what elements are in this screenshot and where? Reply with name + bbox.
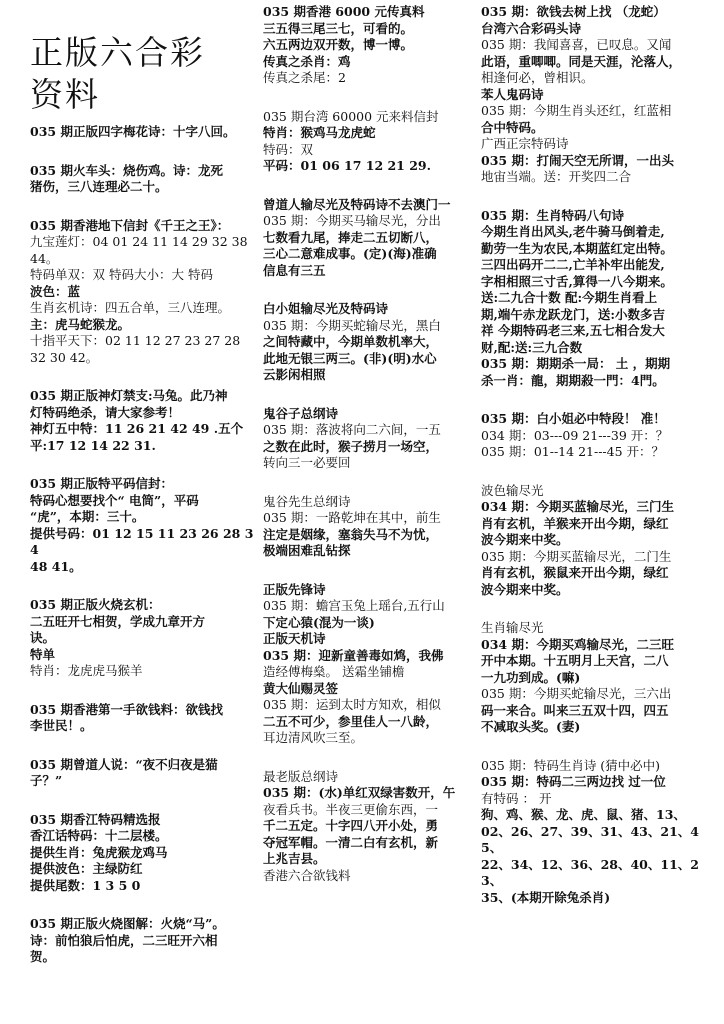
text-line: 地宙当端。送：开奖四二合 — [481, 169, 632, 184]
text-line: 波色：蓝 — [30, 283, 81, 299]
text-line: 期,端午赤龙跃龙门，送:小数多吉 — [481, 306, 665, 322]
text-line: 最老版总纲诗 — [263, 768, 339, 784]
text-line: 035 期正版四字梅花诗：十字八回。 — [30, 124, 236, 139]
text-line: 苯人鬼码诗 — [481, 86, 544, 102]
text-line: 035 期：生肖特码八句诗 — [481, 207, 624, 223]
text-line: 035 期：今期买蓝输尽光，二门生 — [481, 548, 672, 564]
text-line: 香港六合欲钱料 — [263, 867, 351, 883]
text-line: 白小姐输尽光及特码诗 — [263, 301, 389, 316]
text-line: 转向三一必要回 — [263, 455, 351, 470]
text-line: 有特码 ： 开 — [481, 790, 552, 806]
text-line: 035 期正版特平码信封： — [30, 476, 173, 491]
text-line: 注定是姻缘，塞翁失马不为忧， — [263, 526, 439, 542]
text-block — [481, 411, 706, 461]
text-line: 特单 — [30, 646, 56, 662]
text-line: 六五两边双开数，博一博。 — [263, 37, 414, 52]
text-line: 广西正宗特码诗 — [481, 136, 569, 151]
text-line: 48 41。 — [30, 558, 82, 574]
text-line: 勤劳一生为农民,本期蓝红定出特。 — [481, 240, 673, 256]
text-line: 黄大仙赐灵签 — [263, 680, 339, 696]
text-line: 波今期来中奖。 — [481, 532, 569, 547]
text-line: 灯特码绝杀，请大家参考！ — [30, 404, 181, 420]
text-line: 之数在此时，猴子捞月一场空， — [263, 438, 439, 454]
text-line: 22、34、12、36、28、40、11、23、 — [481, 856, 699, 888]
text-line: 传真之杀尾：2 — [263, 70, 346, 85]
text-block — [263, 494, 473, 560]
text-line: 诗：前怕狼后怕虎，二三旺开六相 — [30, 932, 218, 948]
text-line: 肖有玄机，羊猴来开出今期，绿红 — [481, 515, 669, 531]
text-line: 034 期：今期买鸡输尽光，二三旺 — [481, 636, 674, 652]
text-line: 035 期香港 6000 元传真料 — [263, 4, 425, 19]
text-line: 特肖：猴鸡马龙虎蛇 — [263, 125, 376, 140]
text-line: 035 期：我闻喜喜，已叹息。又闻 — [481, 37, 672, 52]
text-block — [481, 4, 706, 186]
text-line: 财,配:送:三九合数 — [481, 339, 583, 355]
text-line: 035 期：迎新童善毒如鸩，我佛 — [263, 647, 444, 663]
text-line: 二五不可少，参里佳人一八龄， — [263, 713, 439, 729]
text-line: 035 期香港第一手欲钱料：欲钱找 — [30, 701, 223, 717]
text-block — [30, 597, 255, 680]
page-title: 正版六合彩资料 — [30, 33, 205, 114]
text-line: 035 期：一路乾坤在其中，前生 — [263, 510, 441, 525]
text-line: 开中本期。十五明月上天宫，二八 — [481, 653, 669, 668]
text-line: 上兆吉县。 — [263, 851, 326, 866]
text-line: 耳边清风吹三至。 — [263, 730, 364, 745]
text-block — [263, 769, 473, 885]
text-line: 02、26、27、39、31、43、21、45、 — [481, 823, 699, 855]
text-line: 32 30 42。 — [30, 349, 99, 365]
text-block — [30, 812, 255, 895]
text-block — [263, 197, 473, 280]
column-right-body — [481, 4, 706, 906]
text-line: 035 期：今期买蛇输尽光，黑白 — [263, 317, 441, 333]
text-line: 鬼谷子总纲诗 — [263, 405, 339, 421]
text-line: 杀一肖：龍，期期殺一門：4門。 — [481, 372, 665, 388]
text-line: 之间特藏中，今期单数机率大， — [263, 334, 439, 349]
text-line: 平码：01 06 17 12 21 29. — [263, 158, 431, 173]
text-line: 三四出码开二二,亡羊补牢出能发, — [481, 257, 665, 272]
text-line: 035 期：期期杀一局： 土 ，期期 — [481, 356, 671, 371]
column-right — [481, 0, 706, 1024]
text-line: 平:17 12 14 22 31. — [30, 437, 156, 453]
text-line: 狗、鸡、猴、龙、虎、鼠、猪、13、 — [481, 807, 686, 822]
text-line: 035 期：打闹天空无所谓，一出头 — [481, 152, 674, 168]
text-line: 夺冠军帽。一清二白有玄机，新 — [263, 834, 439, 850]
text-line: 035 期：今期买蛇输尽光，三六出 — [481, 686, 672, 701]
text-block — [30, 124, 255, 141]
text-block — [30, 916, 255, 966]
text-line: 035 期火车头：烧伤鸡。诗：龙死 — [30, 162, 223, 178]
text-line: 三心二意难成事。(定)(海)准确 — [263, 246, 437, 261]
text-line: 祥 今期特码老三来,五七相合发大 — [481, 323, 665, 338]
text-line: 提供生肖：兔虎猴龙鸡马 — [30, 844, 168, 860]
text-block — [481, 483, 706, 599]
text-block — [481, 758, 706, 907]
text-line: 今期生肖出风头,老牛骑马倒着走, — [481, 224, 665, 239]
column-middle-body — [263, 4, 473, 884]
text-line: 二五旺开七相贺，学成九章开方 — [30, 613, 206, 629]
text-line: 十指平天下：02 11 12 27 23 27 28 — [30, 333, 241, 348]
text-line: 夜看兵书。半夜三更偷东西，一 — [263, 801, 439, 817]
text-line: 七数看九尾，捧走二五切断八， — [263, 229, 439, 245]
text-block — [263, 406, 473, 472]
text-line: 生肖玄机诗：四五合单，三八连理。 — [30, 300, 231, 315]
text-line: 波今期来中奖。 — [481, 581, 569, 597]
text-line: 此语，重唧唧。同是天涯，沦落人， — [481, 53, 682, 69]
text-line: 诀。 — [30, 630, 56, 645]
text-line: 子？” — [30, 773, 63, 788]
text-line: 造经傅梅燊。 送霜坐铺檐 — [263, 664, 405, 679]
text-line: 波色输尽光 — [481, 482, 544, 498]
text-line: 特码：双 — [263, 141, 314, 157]
text-line: 提供尾数：1 3 5 0 — [30, 877, 141, 893]
text-line: 特码单双：双 特码大小：大 特码 — [30, 267, 213, 282]
text-line: 千二五定。十字四八开小处，勇 — [263, 818, 439, 833]
text-line: 035 期：蟾宫玉兔上瑶台,五行山 — [263, 598, 445, 613]
text-line: 034 期：今期买蓝输尽光，三门生 — [481, 499, 674, 514]
text-line: 035 期：落波将向二六间，一五 — [263, 422, 441, 437]
text-line: 035 期正版神灯禁支:马兔。此乃神 — [30, 388, 228, 403]
text-line: 三五得三尾三七，可看的。 — [263, 20, 414, 36]
text-line: 035 期香江特码精选报 — [30, 811, 161, 827]
text-line: 035 期曾道人说：“夜不归夜是猫 — [30, 756, 218, 772]
text-line: 送:二九合十数 配:今期生肖看上 — [481, 290, 658, 305]
text-block — [30, 218, 255, 367]
text-line: 正版天机诗 — [263, 631, 326, 646]
text-line: 鬼谷先生总纲诗 — [263, 493, 351, 509]
text-line: 035 期香港地下信封《千王之王》： — [30, 217, 230, 233]
text-block — [481, 620, 706, 736]
text-line: 生肖输尽光 — [481, 620, 544, 635]
text-block — [481, 208, 706, 390]
text-line: 传真之杀肖：鸡 — [263, 53, 351, 69]
text-line: 44。 — [30, 250, 59, 266]
column-left — [30, 0, 255, 1024]
text-line: 035 期：运到太时方知欢，相似 — [263, 697, 441, 712]
text-line: 猪伤，三八连理必二十。 — [30, 179, 168, 194]
text-line: 特码心想要找个“ 电筒”，平码 — [30, 492, 199, 508]
text-line: 035 期：今期买马输尽光，分出 — [263, 213, 441, 228]
text-line: 035 期台湾 60000 元来料信封 — [263, 108, 439, 124]
text-line: 035 期：(水)单红双绿害数开，午 — [263, 785, 456, 800]
text-line: 下定心猿(混为一谈) — [263, 614, 375, 630]
text-block — [30, 757, 255, 790]
text-line: “虎”，本期：三十。 — [30, 509, 145, 524]
text-line: 肖有玄机，猴鼠来开出今期，绿红 — [481, 565, 669, 580]
text-line: 云影闲相照 — [263, 367, 326, 382]
text-block — [263, 582, 473, 747]
text-line: 提供波色：主绿防红 — [30, 861, 143, 876]
text-block — [30, 476, 255, 575]
text-line: 035 期正版火烧图解：火烧“马”。 — [30, 916, 225, 931]
text-line: 035 期：特码生肖诗 (猜中必中) — [481, 757, 661, 773]
text-line: 主：虎马蛇猴龙。 — [30, 316, 131, 332]
text-line: 035 期：01--14 21---45 开：？ — [481, 444, 665, 459]
column-middle — [263, 0, 473, 1024]
text-block — [263, 109, 473, 175]
text-line: 相逢何必，曾相识。 — [481, 70, 594, 85]
text-line: 台湾六合彩码头诗 — [481, 20, 582, 36]
text-line: 神灯五中特：11 26 21 42 49 .五个 — [30, 421, 244, 436]
text-line: 不减取头奖。(妻) — [481, 719, 581, 734]
text-block — [30, 388, 255, 454]
text-line: 李世民！。 — [30, 718, 93, 733]
text-line: 35、(本期开除兔杀肖) — [481, 889, 611, 905]
text-line: 香江话特码：十二层楼。 — [30, 828, 168, 843]
text-line: 字相相照三寸舌,算得一八今期来。 — [481, 273, 673, 289]
text-line: 贺。 — [30, 949, 56, 964]
text-line: 极端困难乱钻探 — [263, 543, 351, 558]
text-line: 提供号码：01 12 15 11 23 26 28 34 — [30, 525, 254, 557]
text-line: 码一来合。叫来三五双十四，四五 — [481, 702, 669, 718]
text-line: 035 期：今期生肖头还红，红蓝相 — [481, 103, 672, 118]
text-line: 035 期正版火烧玄机： — [30, 597, 161, 612]
column-left-body — [30, 124, 255, 966]
text-line: 035 期：欲钱去树上找 （龙蛇） — [481, 4, 666, 19]
text-line: 合中特码。 — [481, 119, 544, 135]
text-line: 特肖：龙虎虎马猴羊 — [30, 663, 143, 678]
text-line: 信息有三五 — [263, 262, 326, 278]
text-block — [263, 301, 473, 384]
text-block — [30, 702, 255, 735]
text-block — [30, 163, 255, 196]
text-line: 九宝莲灯：04 01 24 11 14 29 32 38 — [30, 234, 248, 249]
text-line: 正版先锋诗 — [263, 581, 326, 597]
text-line: 曾道人输尽光及特码诗不去澳门一 — [263, 196, 451, 212]
text-line: 一九功到成。(嘛) — [481, 669, 581, 685]
text-line: 035 期：特码二三两边找 过一位 — [481, 774, 666, 789]
text-line: 034 期：03---09 21---39 开：？ — [481, 427, 669, 443]
text-line: 此地无银三两三。(非)(明)水心 — [263, 350, 437, 366]
text-line: 035 期：白小姐必中特段！ 准！ — [481, 411, 666, 426]
text-block — [263, 4, 473, 87]
